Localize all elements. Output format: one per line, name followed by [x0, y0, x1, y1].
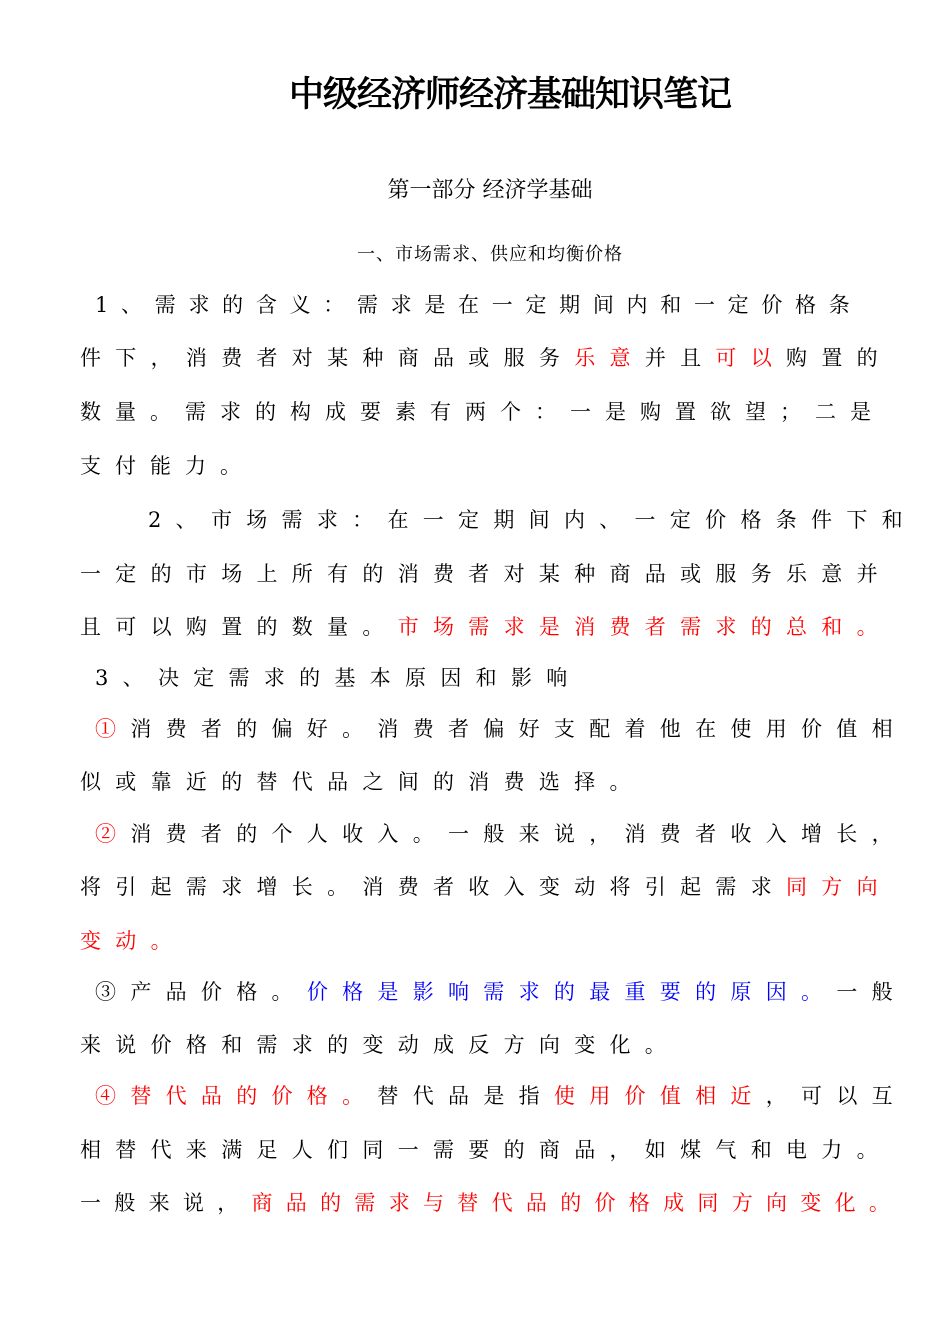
p3-heading: 3、决定需求的基本原因和影响 [95, 666, 582, 690]
item4-marker: ④ [95, 1084, 131, 1108]
p1-line4: 支付能力。 [80, 454, 255, 478]
item3-line1-text-a: 产品价格。 [130, 980, 307, 1004]
item2-line2-red: 同方向 [786, 875, 892, 899]
p2-line3 [0, 601, 950, 654]
item1-line1-text: 消费者的偏好。消费者偏好支配着他在使用价值相 [130, 717, 907, 741]
item4-line1 [0, 1070, 950, 1123]
item3-line1-text-b: 一般 [836, 980, 907, 1004]
p1-line2-red2: 可以 [715, 346, 787, 370]
part-heading: 第一部分 经济学基础 [387, 178, 593, 203]
p2-line1: 2、市场需求：在一定期间内、一定价格条件下和 [148, 508, 917, 532]
item4-line1-text-b: ，可以互 [765, 1084, 907, 1108]
item2-line1-text: 消费者的个人收入。一般来说，消费者收入增长， [130, 822, 907, 846]
item2-line2 [0, 861, 950, 914]
item3-line1-blue: 价格是影响需求的最重要的原因。 [306, 980, 837, 1004]
p1-line2-text-b: 并且 [644, 346, 716, 370]
p1-line2 [0, 332, 950, 385]
item4-line3 [0, 1177, 950, 1230]
item4-line1-red2: 使用价值相近 [553, 1084, 766, 1108]
p2-line3-text: 且可以购置的数量。 [80, 615, 398, 639]
item2-line2-text: 将引起需求增长。消费者收入变动将引起需求 [80, 875, 786, 899]
item4-line3-red: 商品的需求与替代品的价格成同方向变化。 [251, 1191, 904, 1215]
document-title: 中级经济师经济基础知识笔记 [288, 74, 731, 115]
section-heading: 一、市场需求、供应和均衡价格 [357, 244, 623, 265]
item4-line1-red: 替代品的价格。 [130, 1084, 378, 1108]
p1-line1: 1、需求的含义：需求是在一定期间内和一定价格条 [95, 293, 863, 317]
item1-line2: 似或靠近的替代品之间的消费选择。 [80, 770, 645, 794]
item4-line2: 相替代来满足人们同一需要的商品，如煤气和电力。 [80, 1138, 892, 1162]
item3-line2: 来说价格和需求的变动成反方向变化。 [80, 1033, 681, 1057]
item1-marker: ① [95, 717, 131, 741]
p1-line2-red1: 乐意 [574, 346, 645, 370]
p1-line2-text-a: 件下，消费者对某种商品或服务 [80, 346, 575, 370]
item3-marker: ③ [95, 980, 131, 1004]
item2-line3 [0, 915, 950, 968]
item2-marker: ② [95, 822, 131, 846]
p2-line3-red: 市场需求是消费者需求的总和。 [397, 615, 892, 639]
item4-line1-text-a: 替代品是指 [377, 1084, 554, 1108]
item3-line1 [0, 966, 950, 1019]
item1-line1 [0, 703, 950, 756]
p2-line2: 一定的市场上所有的消费者对某种商品或服务乐意并 [80, 562, 892, 586]
item2-line1 [0, 808, 950, 861]
p1-line3: 数量。需求的构成要素有两个：一是购置欲望；二是 [80, 400, 885, 424]
item2-line3-red: 变动。 [80, 929, 186, 953]
p1-line2-text-c: 购置的 [786, 346, 892, 370]
item4-line3-text: 一般来说， [80, 1191, 252, 1215]
